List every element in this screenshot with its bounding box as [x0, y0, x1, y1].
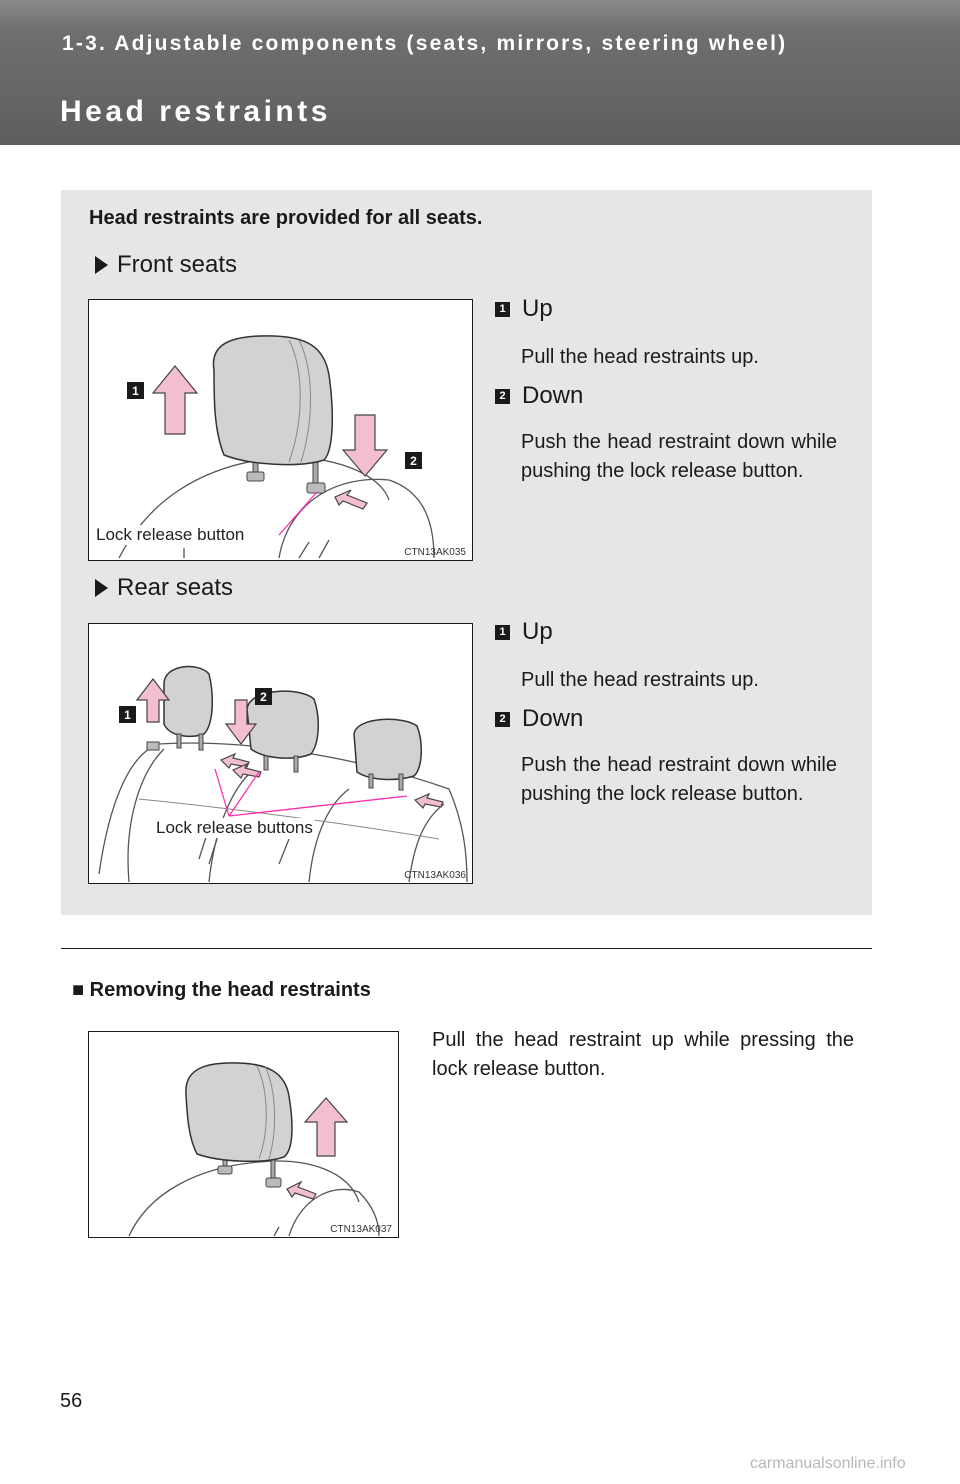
- front-step-down-desc: Push the head restraint down while pushing the lock release button.: [521, 431, 837, 482]
- page-title: Head restraints: [60, 95, 331, 128]
- page-number: 56: [60, 1390, 83, 1412]
- removing-heading: ■ Removing the head restraints: [72, 979, 371, 1001]
- step-label: Up: [522, 618, 553, 645]
- triangle-bullet-icon: [95, 256, 108, 274]
- front-step-up: [495, 295, 553, 323]
- figure-badge-up: 1: [132, 384, 139, 398]
- front-step-up-desc: Pull the head restraints up.: [521, 346, 759, 368]
- rear-step-down-desc: Push the head restraint down while pushing the lock release button.: [521, 754, 837, 805]
- removing-figure: [88, 1031, 399, 1238]
- step-label: Down: [522, 705, 584, 732]
- rear-step-down: [495, 705, 583, 733]
- rear-seat-figure: [88, 623, 473, 884]
- figure-badge-up: 1: [124, 708, 131, 722]
- step-label: Up: [522, 295, 553, 322]
- removing-illustration: [89, 1032, 398, 1237]
- step-number-badge: 2: [495, 389, 510, 404]
- front-step-down: [495, 382, 583, 410]
- removing-description: Pull the head restraint up while pressing the lock release button.: [432, 1029, 854, 1080]
- front-seat-illustration: [89, 300, 472, 560]
- rear-seat-illustration: [89, 624, 472, 883]
- front-seats-heading: [95, 251, 237, 279]
- figure-badge-down: 2: [410, 454, 417, 468]
- rear-seats-label: Rear seats: [117, 574, 234, 601]
- section-label: 1-3. Adjustable components (seats, mirrors, steering wheel): [62, 32, 788, 55]
- rear-step-up: [495, 618, 553, 646]
- lock-release-button-callout: Lock release button: [96, 525, 245, 544]
- intro-text: Head restraints are provided for all seats.: [89, 207, 483, 229]
- section-divider: [61, 948, 872, 949]
- page-header: [0, 0, 960, 145]
- figure-code: CTN13AK037: [330, 1224, 392, 1235]
- front-seats-label: Front seats: [117, 251, 238, 278]
- figure-code: CTN13AK036: [404, 870, 466, 881]
- step-number-badge: 1: [495, 625, 510, 640]
- figure-badge-down: 2: [260, 690, 267, 704]
- triangle-bullet-icon: [95, 579, 108, 597]
- rear-seats-heading: [95, 574, 233, 602]
- front-seat-figure: [88, 299, 473, 561]
- rear-step-up-desc: Pull the head restraints up.: [521, 669, 759, 691]
- step-label: Down: [522, 382, 584, 409]
- lock-release-buttons-callout: Lock release buttons: [156, 818, 313, 837]
- figure-code: CTN13AK035: [404, 547, 466, 558]
- step-number-badge: 1: [495, 302, 510, 317]
- step-number-badge: 2: [495, 712, 510, 727]
- watermark: carmanualsonline.info: [750, 1455, 906, 1472]
